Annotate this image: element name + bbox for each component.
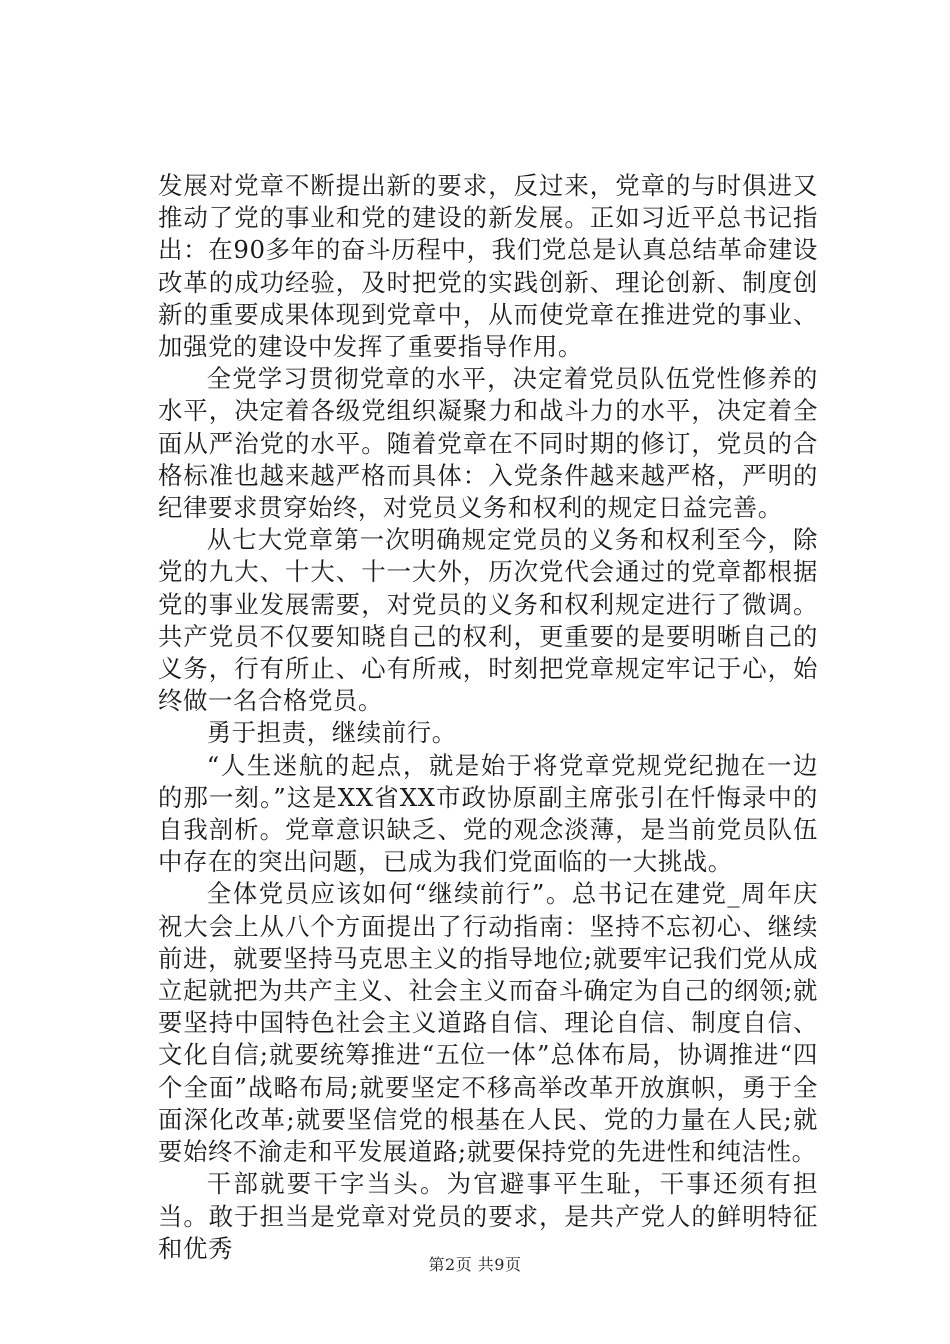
document-body xyxy=(158,170,818,1265)
paragraph: 全体党员应该如何“继续前行”。总书记在建党_周年庆祝大会上从八个方面提出了行动指南：坚持不忘初心、继续前进，就要坚持马克思主义的指导地位;就要牢记我们党从成立起就把为共产主义、社会主义而奋斗确定为自己的纲领;就要坚持中国特色社会主义道路自信、理论自信、制度自信、文化自信;就要统筹推进“五位一体”总体布局，协调推进“四个全面”战略布局;就要坚定不移高举改革开放旗帜，勇于全面深化改革;就要坚信党的根基在人民、党的力量在人民;就要始终不渝走和平发展道路;就要保持党的先进性和纯洁性。 xyxy=(158,879,818,1167)
paragraph: 全党学习贯彻党章的水平，决定着党员队伍党性修养的水平，决定着各级党组织凝聚力和战斗力的水平，决定着全面从严治党的水平。随着党章在不同时期的修订，党员的合格标准也越来越严格而具体：入党条件越来越严格，严明的纪律要求贯穿始终，对党员义务和权利的规定日益完善。 xyxy=(158,364,818,523)
paragraph: 干部就要干字当头。为官避事平生耻，干事还须有担当。敢于担当是党章对党员的要求，是共产党人的鲜明特征和优秀 xyxy=(158,1169,818,1263)
paragraph: “人生迷航的起点，就是始于将党章党规党纪抛在一边的那一刻。”这是XX省XX市政协原副主席张引在忏悔录中的自我剖析。党章意识缺乏、党的观念淡薄，是当前党员队伍中存在的突出问题，已成为我们党面临的一大挑战。 xyxy=(158,750,818,877)
page-number-footer: 第2页 共9页 xyxy=(428,1255,522,1274)
paragraph: 勇于担责，继续前行。 xyxy=(206,718,457,748)
paragraph: 发展对党章不断提出新的要求，反过来，党章的与时俱进又推动了党的事业和党的建设的新发展。正如习近平总书记指出：在90多年的奋斗历程中，我们党总是认真总结革命建设改革的成功经验，及时把党的实践创新、理论创新、制度创新的重要成果体现到党章中，从而使党章在推进党的事业、加强党的建设中发挥了重要指导作用。 xyxy=(158,171,818,362)
paragraph: 从七大党章第一次明确规定党员的义务和权利至今，除党的九大、十大、十一大外，历次党代会通过的党章都根据党的事业发展需要，对党员的义务和权利规定进行了微调。共产党员不仅要知晓自己的权利，更重要的是要明晰自己的义务，行有所止、心有所戒，时刻把党章规定牢记于心，始终做一名合格党员。 xyxy=(158,525,818,716)
